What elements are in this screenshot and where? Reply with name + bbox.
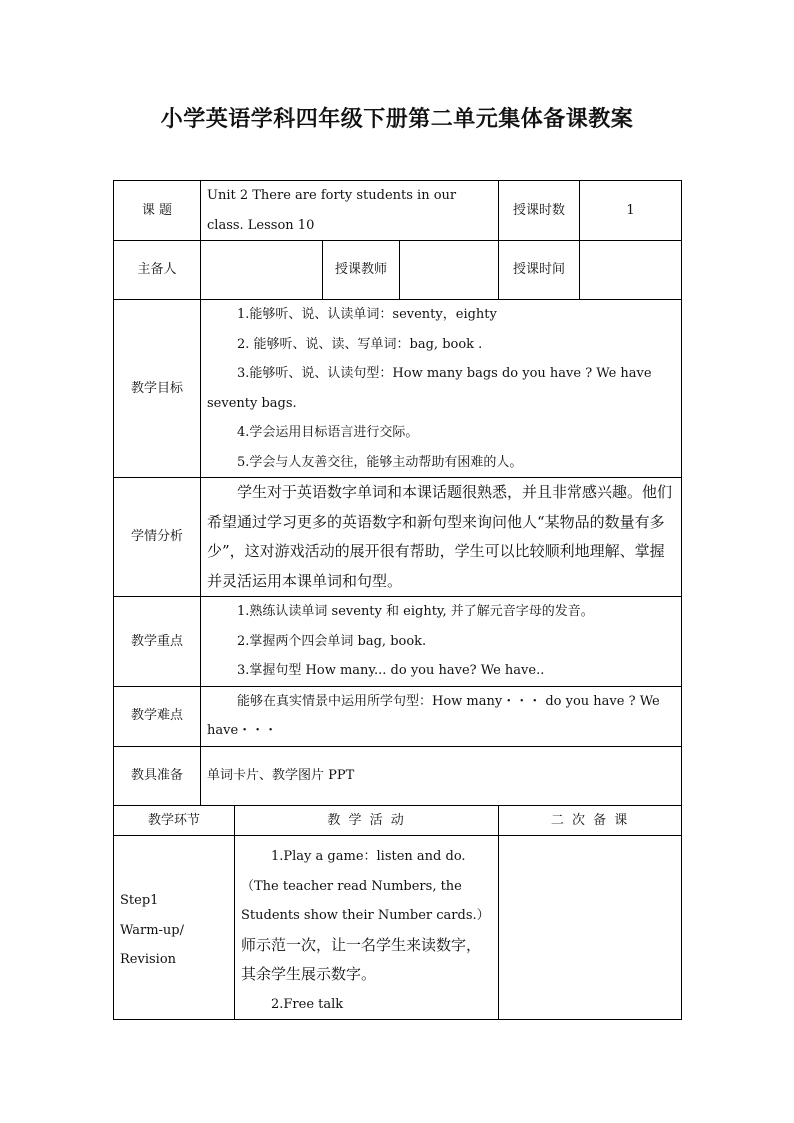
preparer-label: 主备人 xyxy=(114,241,201,300)
hours-value: 1 xyxy=(580,181,682,241)
stage-line: Warm-up/ xyxy=(120,922,184,938)
preparer-value xyxy=(201,241,323,300)
stage-column-header: 教学环节 xyxy=(114,805,235,836)
teacher-value xyxy=(400,241,499,300)
step1-second-prep xyxy=(499,836,682,1020)
hours-label: 授课时数 xyxy=(499,181,580,241)
time-value xyxy=(580,241,682,300)
activity-line: 1.Play a game：listen and do. xyxy=(271,849,466,864)
stage-line: Revision xyxy=(120,952,177,968)
activity-line: 2.Free talk xyxy=(271,996,344,1012)
materials-label: 教具准备 xyxy=(114,746,201,805)
objective-item: 2. 能够听、说、读、写单词：bag, book . xyxy=(237,336,483,352)
step1-stage xyxy=(114,836,235,1020)
staff-row xyxy=(114,241,682,300)
analysis-label: 学情分析 xyxy=(114,478,201,597)
key-points-label: 教学重点 xyxy=(114,597,201,687)
topic-label: 课 题 xyxy=(114,181,201,241)
materials-row xyxy=(114,746,682,805)
step1-row xyxy=(114,836,682,1020)
objectives-row xyxy=(114,300,682,478)
topic-value: Unit 2 There are forty students in our class. Lesson 10 xyxy=(201,181,499,241)
teacher-label: 授课教师 xyxy=(323,241,400,300)
key-point-item: 1.熟练认读单词 seventy 和 eighty, 并了解元音字母的发音。 xyxy=(237,604,594,619)
objectives-content xyxy=(201,300,682,478)
key-points-content xyxy=(201,597,682,687)
process-header-row xyxy=(114,805,682,836)
activity-column-header: 教 学 活 动 xyxy=(235,805,499,836)
time-label: 授课时间 xyxy=(499,241,580,300)
objectives-label: 教学目标 xyxy=(114,300,201,478)
key-point-item: 2.掌握两个四会单词 bag, book. xyxy=(237,633,427,649)
difficulties-text: 能够在真实情景中运用所学句型：How many・・・ do you have ? We have・・・ xyxy=(201,686,682,746)
lesson-plan-table xyxy=(113,180,682,1020)
key-point-item: 3.掌握句型 How many... do you have? We have.. xyxy=(237,663,545,678)
second-prep-column-header: 二 次 备 课 xyxy=(499,805,682,836)
difficulties-label: 教学难点 xyxy=(114,686,201,746)
analysis-text: 学生对于英语数字单词和本课话题很熟悉，并且非常感兴趣。他们希望通过学习更多的英语数字和新句型来询问他人“某物品的数量有多少”，这对游戏活动的展开很有帮助，学生可以比较顺利地理解、掌握并灵活运用本课单词和句型。 xyxy=(201,478,682,597)
difficulties-row xyxy=(114,686,682,746)
activity-line: 师示范一次，让一名学生来读数字，其余学生展示数字。 xyxy=(241,935,482,983)
objective-item: 4.学会运用目标语言进行交际。 xyxy=(237,425,419,440)
objective-item: 1.能够听、说、认读单词：seventy，eighty xyxy=(237,307,497,322)
topic-row xyxy=(114,181,682,241)
page-title: 小学英语学科四年级下册第二单元集体备课教案 xyxy=(160,106,634,132)
step1-activity xyxy=(235,836,499,1020)
key-points-row xyxy=(114,597,682,687)
activity-line: （The teacher read Numbers, the Students show their Number cards.） xyxy=(241,878,490,923)
objective-item: 3.能够听、说、认读句型：How many bags do you have ? We have seventy bags. xyxy=(207,366,652,411)
objective-item: 5.学会与人友善交往，能够主动帮助有困难的人。 xyxy=(237,454,523,470)
analysis-row xyxy=(114,478,682,597)
materials-text: 单词卡片、教学图片 PPT xyxy=(201,746,682,805)
stage-line: Step1 xyxy=(120,893,159,909)
